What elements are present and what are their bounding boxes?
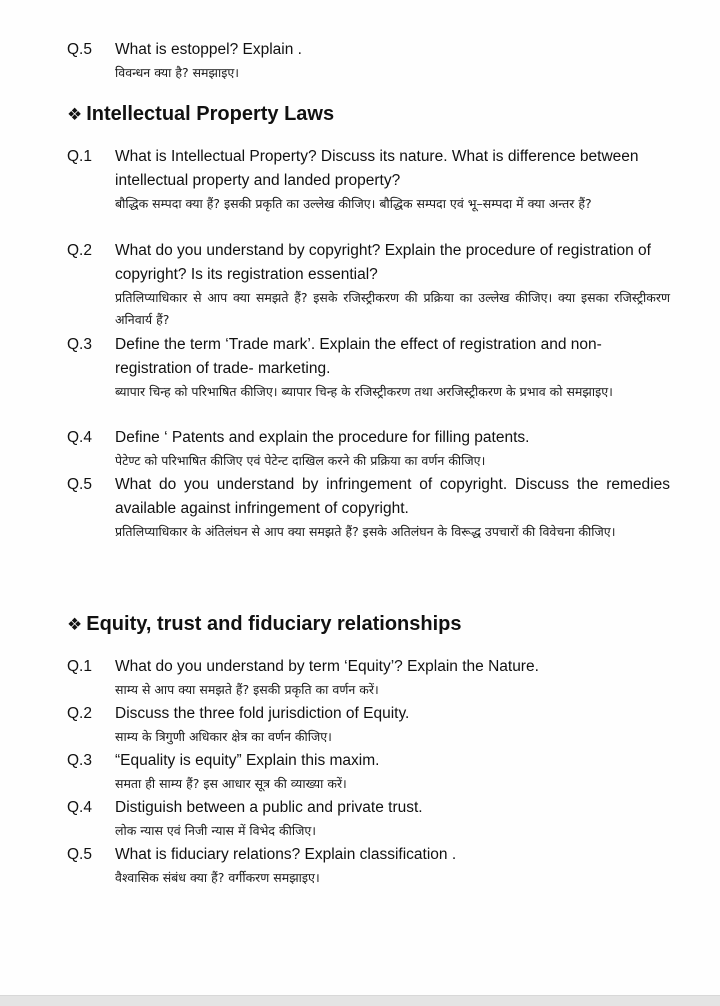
question-english: What is estoppel? Explain . bbox=[115, 41, 302, 58]
question-hindi: प्रतिलिप्याधिकार के अंतिलंघन से आप क्या समझते हैं? इसके अतिलंघन के विरूद्ध उपचारों की विवेचना कीजिए। bbox=[115, 524, 616, 539]
question-hindi: पेटेण्ट को परिभाषित कीजिए एवं पेटेन्ट दाखिल करने की प्रक्रिया का वर्णन कीजिए। bbox=[115, 453, 486, 468]
question-english: Define ‘ Patents and explain the procedure for filling patents. bbox=[115, 429, 530, 446]
question-english: “Equality is equity” Explain this maxim. bbox=[115, 752, 380, 769]
question-hindi: प्रतिलिप्याधिकार से आप क्या समझते हैं? इसके रजिस्ट्रीकरण की प्रक्रिया का उल्लेख कीजिए। क्या इसका रजिस्ट्रीकरण अनिवार्य हैं? bbox=[115, 290, 670, 327]
question-hindi: ब्यापार चिन्ह को परिभाषित कीजिए। ब्यापार चिन्ह के रजिस्ट्रीकरण तथा अरजिस्ट्रीकरण के प्रभाव को समझाइए। bbox=[115, 384, 613, 399]
diamond-bullet-icon: ❖ bbox=[67, 615, 83, 634]
question-number: Q.3 bbox=[67, 752, 92, 769]
question-english: What do you understand by infringement of copyright. Discuss the remedies available against infringement of copyright. bbox=[115, 476, 670, 517]
question-item bbox=[67, 145, 670, 215]
question-number: Q.1 bbox=[67, 658, 92, 675]
question-number: Q.5 bbox=[67, 476, 92, 493]
question-item bbox=[67, 749, 670, 795]
question-english: What is Intellectual Property? Discuss its nature. What is difference between intellectual property and landed property? bbox=[115, 148, 639, 189]
question-number: Q.4 bbox=[67, 429, 92, 446]
question-hindi: साम्य के त्रिगुणी अधिकार क्षेत्र का वर्णन कीजिए। bbox=[115, 729, 332, 744]
question-item bbox=[67, 333, 670, 403]
question-english: What do you understand by term ‘Equity’? Explain the Nature. bbox=[115, 658, 539, 675]
question-item bbox=[67, 655, 670, 701]
question-english: What do you understand by copyright? Explain the procedure of registration of copyright? Is its registration essential? bbox=[115, 242, 651, 283]
question-hindi: वैश्वासिक संबंध क्या हैं? वर्गीकरण समझाइए। bbox=[115, 870, 320, 885]
question-hindi: बौद्धिक सम्पदा क्या हैं? इसकी प्रकृति का उल्लेख कीजिए। बौद्धिक सम्पदा एवं भू–सम्पदा में क्या अन्तर हैं? bbox=[115, 196, 592, 211]
question-english: Define the term ‘Trade mark’. Explain the effect of registration and non-registration of trade- marketing. bbox=[115, 336, 602, 377]
question-item bbox=[67, 702, 670, 748]
section-heading bbox=[67, 610, 462, 639]
question-item bbox=[67, 426, 670, 472]
question-hindi: विवन्धन क्या है? समझाइए। bbox=[115, 65, 239, 80]
question-hindi: साम्य से आप क्या समझते हैं? इसकी प्रकृति का वर्णन करें। bbox=[115, 682, 379, 697]
question-number: Q.5 bbox=[67, 41, 92, 58]
question-hindi: लोक न्यास एवं निजी न्यास में विभेद कीजिए। bbox=[115, 823, 317, 838]
question-number: Q.4 bbox=[67, 799, 92, 816]
question-item bbox=[67, 38, 670, 84]
question-number: Q.3 bbox=[67, 336, 92, 353]
question-item bbox=[67, 843, 670, 889]
question-number: Q.2 bbox=[67, 242, 92, 259]
question-number: Q.1 bbox=[67, 148, 92, 165]
viewer-bottom-bar bbox=[0, 995, 720, 1006]
question-hindi: समता ही साम्य हैं? इस आधार सूत्र की व्याख्या करें। bbox=[115, 776, 347, 791]
section-title: Intellectual Property Laws bbox=[86, 103, 335, 125]
question-english: Distiguish between a public and private trust. bbox=[115, 799, 423, 816]
question-number: Q.2 bbox=[67, 705, 92, 722]
question-item bbox=[67, 239, 670, 331]
question-number: Q.5 bbox=[67, 846, 92, 863]
question-item bbox=[67, 796, 670, 842]
section-title: Equity, trust and fiduciary relationships bbox=[86, 613, 462, 635]
question-item bbox=[67, 473, 670, 543]
question-english: Discuss the three fold jurisdiction of Equity. bbox=[115, 705, 410, 722]
diamond-bullet-icon: ❖ bbox=[67, 105, 83, 124]
section-heading bbox=[67, 100, 334, 129]
question-english: What is fiduciary relations? Explain classification . bbox=[115, 846, 457, 863]
